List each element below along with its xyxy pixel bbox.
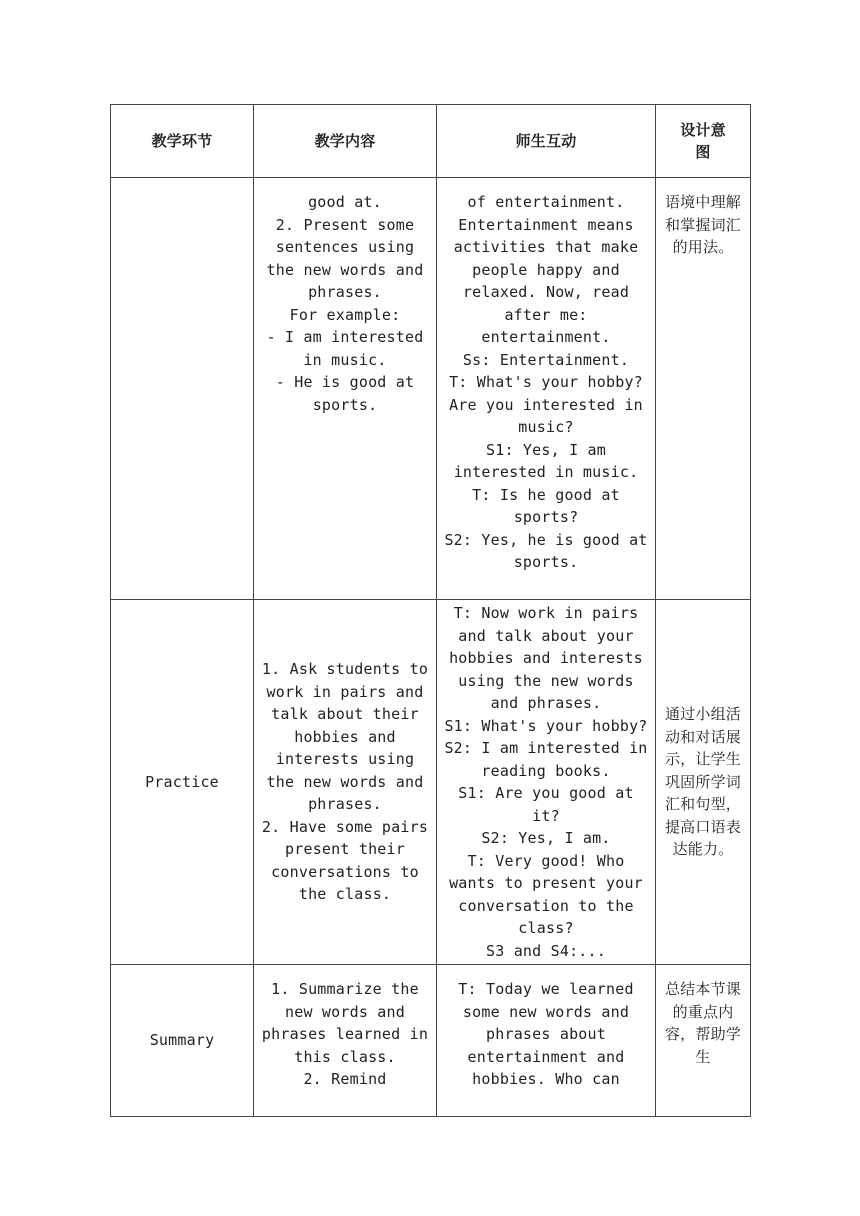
header-interaction: 师生互动 (437, 105, 656, 178)
lesson-plan-table (110, 104, 751, 1117)
cell-content: 1. Ask students to work in pairs and talk about their hobbies and interests using the new words and phrases. 2. Have some pairs present their conversations to the class. (254, 600, 437, 965)
cell-interaction: of entertainment. Entertainment means activities that make people happy and relaxed. Now, read after me: entertainment. Ss: Entertainment. T: What's your hobby? Are you interested in music? S1: Yes, I am interested in music. T: Is he good at sports? S2: Yes, he is good at sports. (437, 178, 656, 600)
cell-stage: Practice (111, 600, 254, 965)
cell-interaction: T: Now work in pairs and talk about your hobbies and interests using the new words and phrases. S1: What's your hobby? S2: I am interested in reading books. S1: Are you good at it? S2: Yes, I am. T: Very good! Who wants to present your conversation to the class? S3 and S4:... (437, 600, 656, 965)
table-row (111, 178, 751, 600)
cell-content: good at. 2. Present some sentences using the new words and phrases. For example: - I am interested in music. - He is good at sports. (254, 178, 437, 600)
cell-content: 1. Summarize the new words and phrases learned in this class. 2. Remind (254, 965, 437, 1117)
header-stage: 教学环节 (111, 105, 254, 178)
table-header-row (111, 105, 751, 178)
cell-stage (111, 178, 254, 600)
table-row (111, 600, 751, 965)
cell-intent: 语境中理解和掌握词汇的用法。 (656, 178, 751, 600)
table-row (111, 965, 751, 1117)
cell-stage: Summary (111, 965, 254, 1117)
cell-intent: 总结本节课的重点内容，帮助学生 (656, 965, 751, 1117)
header-intent: 设计意图 (656, 105, 751, 178)
cell-intent: 通过小组活动和对话展示，让学生巩固所学词汇和句型，提高口语表达能力。 (656, 600, 751, 965)
cell-interaction: T: Today we learned some new words and phrases about entertainment and hobbies. Who can (437, 965, 656, 1117)
header-content: 教学内容 (254, 105, 437, 178)
